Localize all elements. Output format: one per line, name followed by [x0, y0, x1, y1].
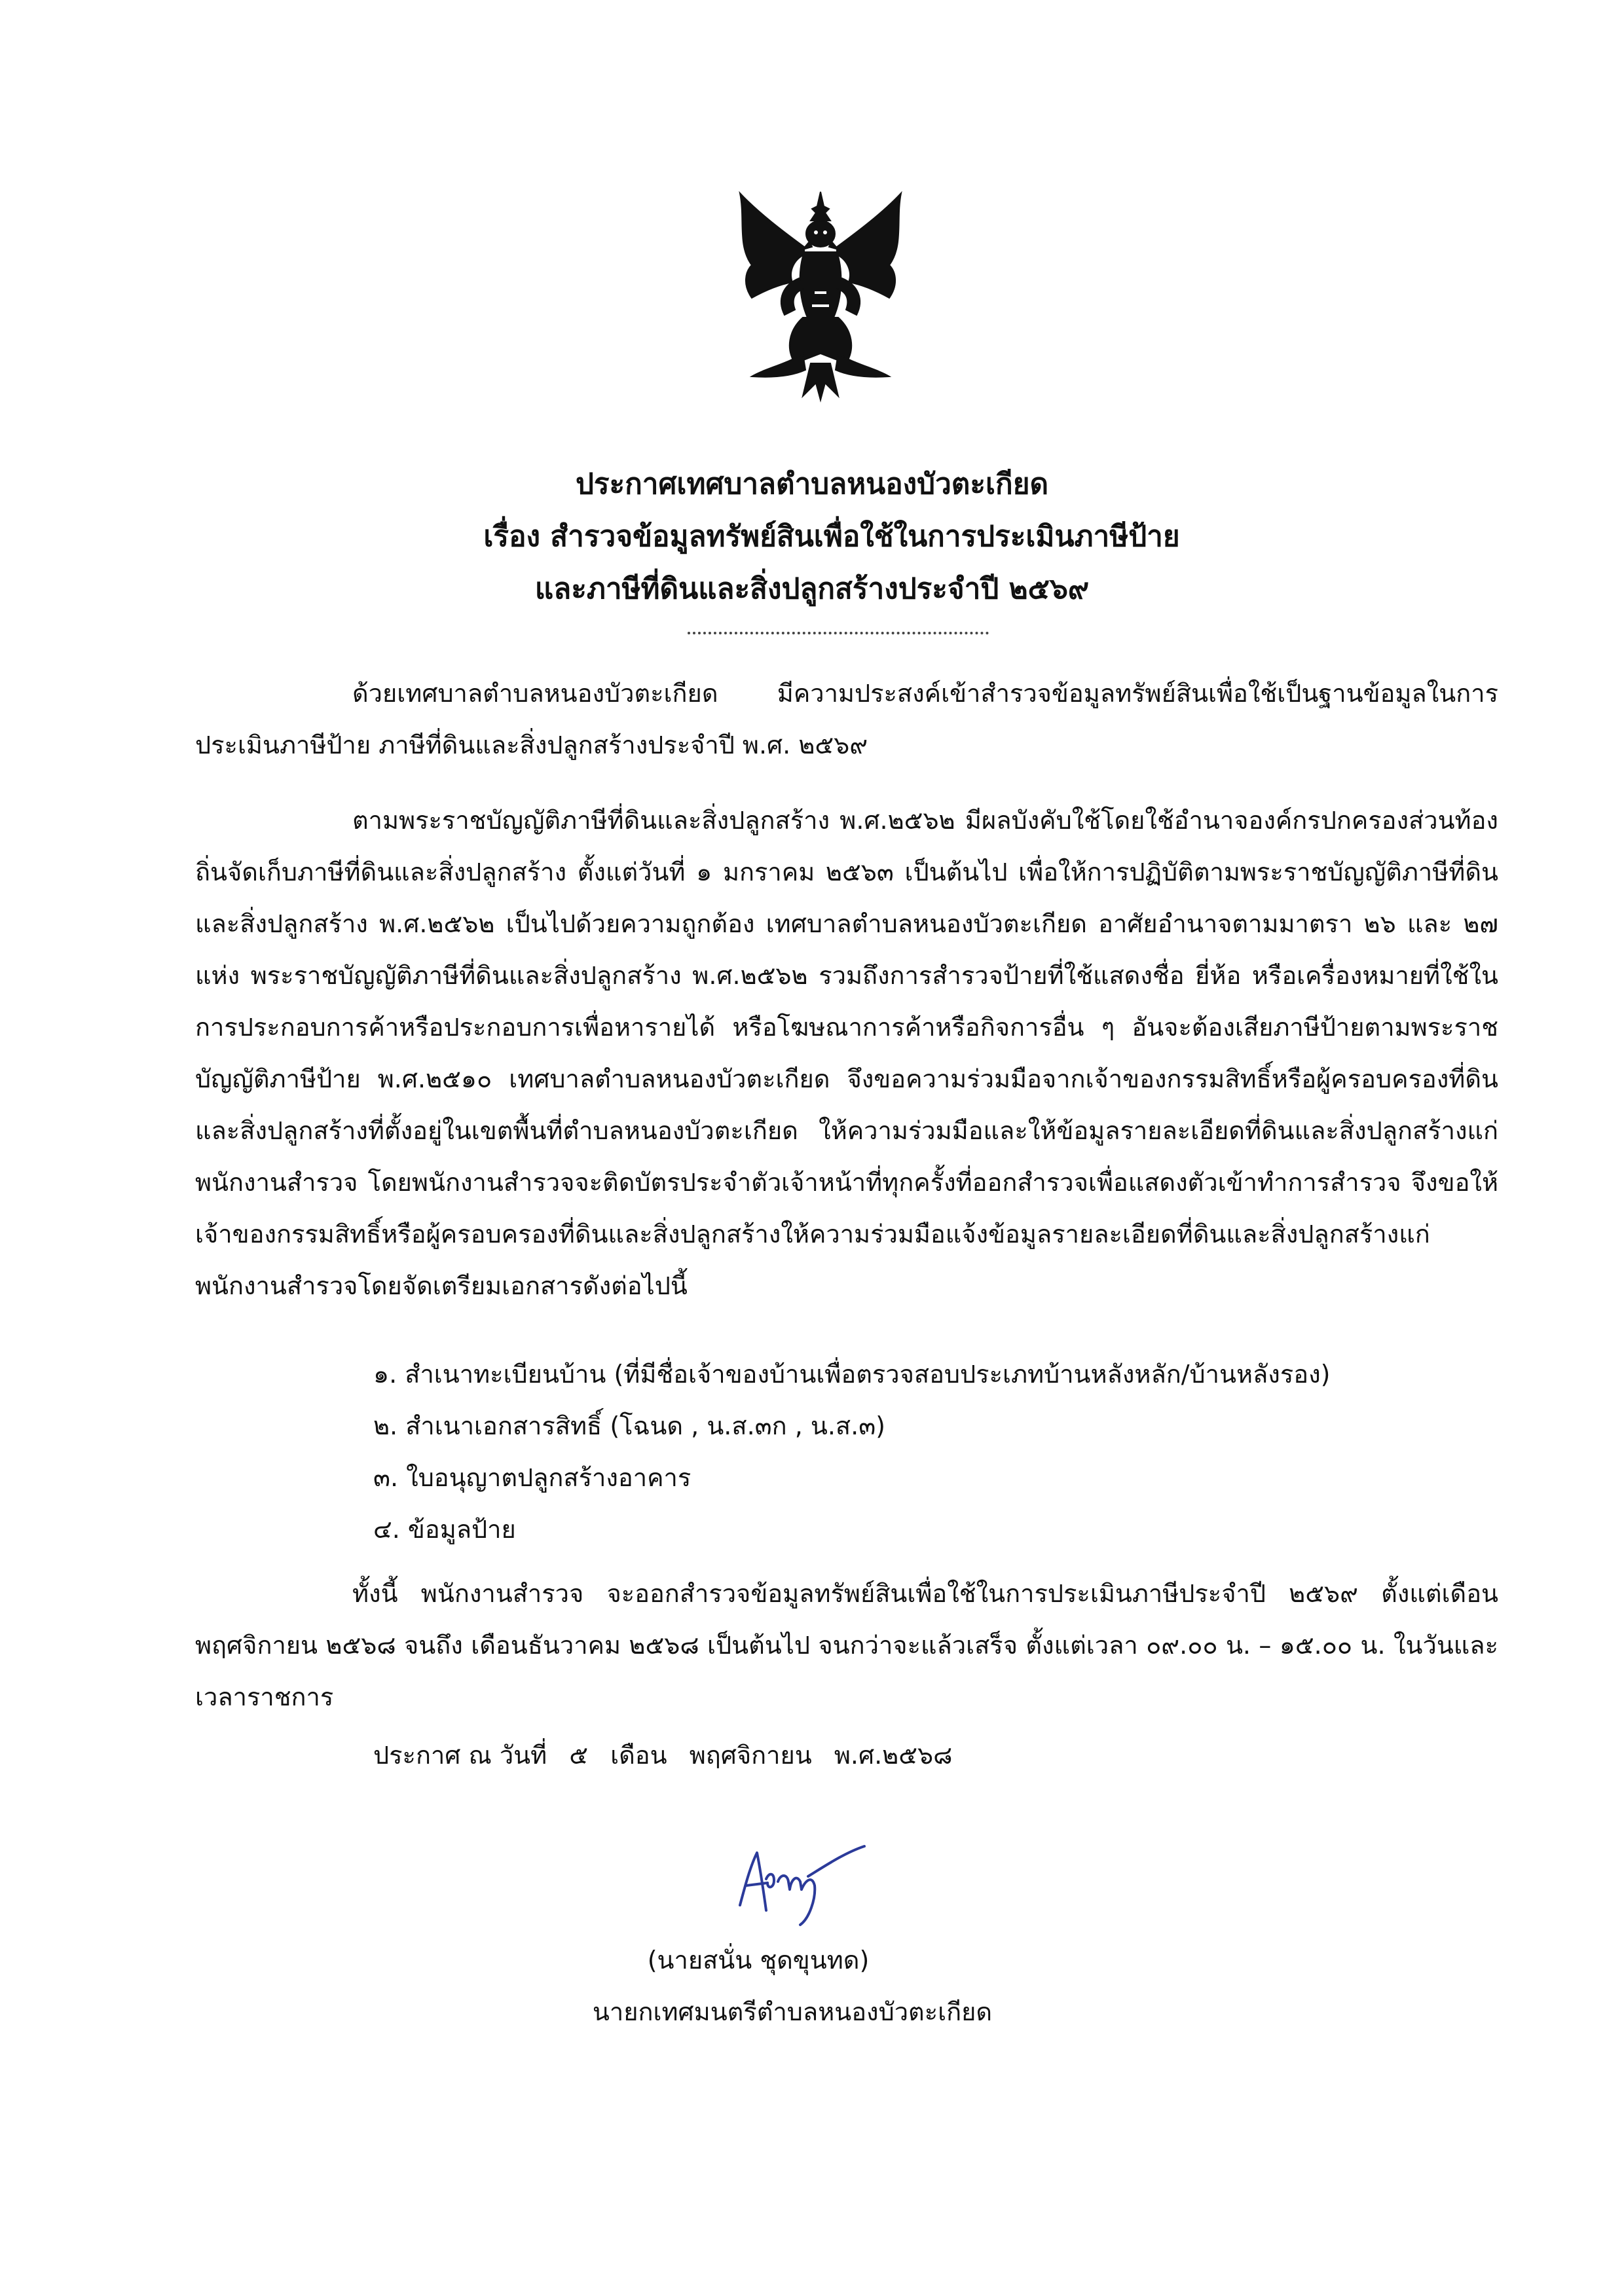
announce-day: ๕ — [569, 1741, 589, 1770]
header-divider — [688, 632, 989, 634]
list-item: ๓. ใบอนุญาตปลูกสร้างอาคาร — [373, 1463, 692, 1492]
announce-prefix: ประกาศ ณ วันที่ — [373, 1741, 547, 1770]
announce-month: พฤศจิกายน — [689, 1741, 812, 1770]
garuda-emblem-icon — [726, 187, 915, 403]
list-item: ๒. สำเนาเอกสารสิทธิ์ (โฉนด , น.ส.๓ก , น.ส.๓) — [373, 1412, 886, 1440]
signer-position: นายกเทศมนตรีตำบลหนองบัวตะเกียด — [592, 1997, 993, 2026]
announcement-issuer: ประกาศเทศบาลตำบลหนองบัวตะเกียด — [575, 467, 1049, 501]
survey-period-section — [195, 1568, 1498, 1723]
announcement-subject: เรื่อง สำรวจข้อมูลทรัพย์สินเพื่อใช้ในการประเมินภาษีป้าย — [483, 520, 1180, 553]
body-section — [195, 668, 1498, 1312]
announce-month-label: เดือน — [610, 1741, 667, 1770]
announcement-header — [0, 458, 1624, 615]
announcement-date — [373, 1730, 967, 1781]
required-documents-list — [373, 1349, 1486, 1556]
announcement-subject-continued: และภาษีที่ดินและสิ่งปลูกสร้างประจำปี ๒๕๖๙ — [534, 572, 1090, 606]
signer-block — [0, 1935, 1624, 2038]
list-item: ๑. สำเนาทะเบียนบ้าน (ที่มีชื่อเจ้าของบ้านเพื่อตรวจสอบประเภทบ้านหลังหลัก/บ้านหลังรอง) — [373, 1360, 1331, 1389]
list-item: ๔. ข้อมูลป้าย — [373, 1515, 516, 1544]
signer-name: (นายสนั่น ชุดขุนทด) — [647, 1946, 870, 1975]
handwritten-signature-icon — [727, 1833, 877, 1931]
announce-year: พ.ศ.๒๕๖๘ — [834, 1741, 953, 1770]
paragraph-legal-basis: ตามพระราชบัญญัติภาษีที่ดินและสิ่งปลูกสร้าง พ.ศ.๒๕๖๒ มีผลบังคับใช้โดยใช้อำนาจองค์กรปกครองส่วนท้องถิ่นจัดเก็บภาษีที่ดินและสิ่งปลูกสร้าง ตั้งแต่วันที่ ๑ มกราคม ๒๕๖๓ เป็นต้นไป เพื่อให้การปฏิบัติตามพระราชบัญญัติภาษีที่ดินและสิ่งปลูกสร้าง พ.ศ.๒๕๖๒ เป็นไปด้วยความถูกต้อง เทศบาลตำบลหนองบัวตะเกียด อาศัยอำนาจตามมาตรา ๒๖ และ ๒๗ แห่ง พระราชบัญญัติภาษีที่ดินและสิ่งปลูกสร้าง พ.ศ.๒๕๖๒ รวมถึงการสำรวจป้ายที่ใช้แสดงชื่อ ยี่ห้อ หรือเครื่องหมายที่ใช้ในการประกอบการค้าหรือประกอบการเพื่อหารายได้ หรือโฆษณาการค้าหรือกิจการอื่น ๆ อันจะต้องเสียภาษีป้ายตามพระราชบัญญัติภาษีป้าย พ.ศ.๒๕๑๐ เทศบาลตำบลหนองบัวตะเกียด จึงขอความร่วมมือจากเจ้าของกรรมสิทธิ์หรือผู้ครอบครองที่ดินและสิ่งปลูกสร้างที่ตั้งอยู่ในเขตพื้นที่ตำบลหนองบัวตะเกียด ให้ความร่วมมือและให้ข้อมูลรายละเอียดที่ดินและสิ่งปลูกสร้างแก่พนักงานสำรวจ โดยพนักงานสำรวจจะติดบัตรประจำตัวเจ้าหน้าที่ทุกครั้งที่ออกสำรวจเพื่อแสดงตัวเข้าทำการสำรวจ จึงขอให้เจ้าของกรรมสิทธิ์หรือผู้ครอบครองที่ดินและสิ่งปลูกสร้างให้ความร่วมมือแจ้งข้อมูลรายละเอียดที่ดินและสิ่งปลูกสร้างแก่พนักงานสำรวจโดยจัดเตรียมเอกสารดังต่อไปนี้ — [195, 806, 1498, 1300]
paragraph-survey-period: ทั้งนี้ พนักงานสำรวจ จะออกสำรวจข้อมูลทรัพย์สินเพื่อใช้ในการประเมินภาษีประจำปี ๒๕๖๙ ตั้งแต่เดือนพฤศจิกายน ๒๕๖๘ จนถึง เดือนธันวาคม ๒๕๖๘ เป็นต้นไป จนกว่าจะแล้วเสร็จ ตั้งแต่เวลา ๐๙.๐๐ น. – ๑๕.๐๐ น. ในวันและเวลาราชการ — [195, 1579, 1498, 1711]
paragraph-intro: ด้วยเทศบาลตำบลหนองบัวตะเกียด มีความประสงค์เข้าสำรวจข้อมูลทรัพย์สินเพื่อใช้เป็นฐานข้อมูลในการประเมินภาษีป้าย ภาษีที่ดินและสิ่งปลูกสร้างประจำปี พ.ศ. ๒๕๖๙ — [195, 679, 1498, 759]
